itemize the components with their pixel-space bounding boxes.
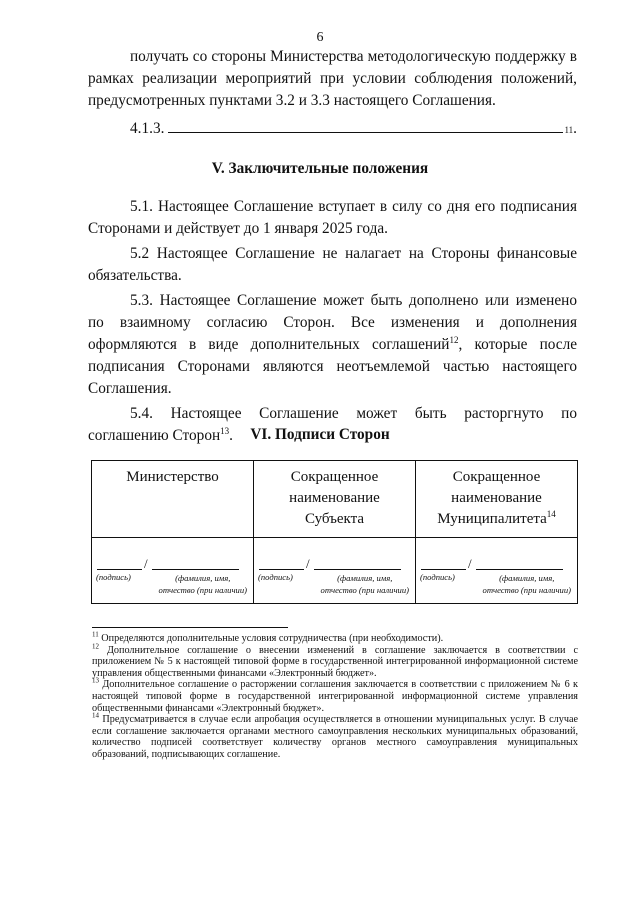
signature-blank <box>259 569 304 570</box>
section-6-title: VI. Подписи Сторон <box>250 426 390 443</box>
signature-caption: (подпись) <box>420 572 455 582</box>
footnote-13 <box>92 676 578 714</box>
header-subject <box>254 461 416 538</box>
signature-line <box>97 556 239 570</box>
footnote-separator <box>92 627 288 628</box>
footnote-14-text: Предусматривается в случае если апробация осуществляется в отношении муниципальных услуг. В случае если соглашение заключается органами местного самоуправления нескольких муниципальных образований, количество подписей соответствует количеству органов местного самоуправления муниципальных образований, подписывающих соглашение. <box>92 714 578 760</box>
signature-caption: (подпись) <box>258 572 293 582</box>
signatures-table <box>91 460 578 604</box>
name-caption-line1: (фамилия, имя, <box>175 573 231 583</box>
name-caption-line2: отчество (при наличии) <box>320 585 409 595</box>
clause-5-2: 5.2 Настоящее Соглашение не налагает на Стороны финансовые обязательства. <box>88 245 577 284</box>
footnote-11-number: 11 <box>92 630 99 639</box>
signature-blank <box>97 569 142 570</box>
item-4-1-3: 4.1.3. 11 . <box>130 117 577 140</box>
footnote-11 <box>92 630 578 645</box>
footnote-12 <box>92 642 578 680</box>
footnote-ref-14: 14 <box>546 509 556 519</box>
name-blank <box>152 569 239 570</box>
signature-slash: / <box>468 556 472 571</box>
name-caption-line1: (фамилия, имя, <box>499 573 555 583</box>
item-4-1-3-number: 4.1.3. <box>130 120 165 137</box>
clause-5-4-text-a: 5.4. Настоящее Соглашение может быть расторгнуто по соглашению Сторон <box>88 405 577 444</box>
signature-slash: / <box>306 556 310 571</box>
section-5-body <box>88 196 577 450</box>
item-4-1-3-period: . <box>573 120 577 137</box>
signature-caption: (подпись) <box>96 572 131 582</box>
footnote-13-text: Дополнительное соглашение о расторжении соглашения заключается в соответствии с приложением № 6 к настоящей типовой форме в государственной интегрированной информационной системе управления общественными финансами «Электронный бюджет». <box>92 679 578 714</box>
clause-5-1: 5.1. Настоящее Соглашение вступает в силу со дня его подписания Сторонами и действует до 1 января 2025 года. <box>88 198 577 237</box>
continuation-text: получать со стороны Министерства методологическую поддержку в рамках реализации мероприятий при условии соблюдения положений, предусмотренных пунктами 3.2 и 3.3 настоящего Соглашения. <box>88 48 577 109</box>
signature-line <box>421 556 563 570</box>
signature-blank <box>421 569 466 570</box>
signature-cell-subject <box>254 538 416 604</box>
name-caption <box>159 572 247 596</box>
header-municipality-line2: наименование <box>451 490 542 506</box>
footnote-13-number: 13 <box>92 676 99 685</box>
name-caption <box>483 572 571 596</box>
footnote-12-number: 12 <box>92 642 99 651</box>
name-caption-line2: отчество (при наличии) <box>482 585 571 595</box>
name-caption-line1: (фамилия, имя, <box>337 573 393 583</box>
header-subject-line2: наименование <box>289 490 380 506</box>
footnote-14 <box>92 711 578 760</box>
footnote-11-text: Определяются дополнительные условия сотрудничества (при необходимости). <box>98 633 444 644</box>
signature-line <box>259 556 401 570</box>
header-municipality-line3 <box>416 509 577 530</box>
name-blank <box>476 569 563 570</box>
page-number: 6 <box>316 30 324 45</box>
signature-cell-municipality <box>416 538 578 604</box>
footnote-12-text: Дополнительное соглашение о внесении изменений в соглашение заключается в соответствии с приложением № 5 к настоящей типовой форме в государственной интегрированной информационной системе управления общественными финансами «Электронный бюджет». <box>92 644 578 679</box>
footnote-ref-13: 13 <box>220 425 230 436</box>
footnote-14-number: 14 <box>92 711 99 720</box>
signature-cell-ministry <box>92 538 254 604</box>
header-ministry-label: Министерство <box>126 469 219 485</box>
continuation-paragraph <box>88 46 577 112</box>
signature-slash: / <box>144 556 148 571</box>
clause-5-4-text-b: . <box>229 427 233 444</box>
header-ministry <box>92 461 254 538</box>
footnotes <box>92 630 578 761</box>
header-subject-line1: Сокращенное <box>290 469 379 485</box>
blank-fill-line <box>168 117 562 133</box>
signatures-header-row <box>92 461 578 538</box>
header-subject-line3: Субъекта <box>304 511 365 527</box>
name-caption <box>321 572 409 596</box>
clause-5-3 <box>88 290 577 400</box>
signatures-sign-row <box>92 538 578 604</box>
section-5-title: V. Заключительные положения <box>211 160 429 177</box>
header-municipality-text: Муниципалитета <box>437 511 547 527</box>
header-municipality-line1: Сокращенное <box>452 469 541 485</box>
footnote-ref-12: 12 <box>449 334 459 345</box>
clause-5-3-text-b: , которые после подписания Сторонами являются неотъемлемой частью настоящего Соглашения. <box>88 336 577 397</box>
clause-5-3-text-a: 5.3. Настоящее Соглашение может быть дополнено или изменено по взаимному согласию Сторон. Все изменения и дополнения оформляются в виде дополнительных соглашений <box>88 292 577 353</box>
header-municipality <box>416 461 578 538</box>
name-caption-line2: отчество (при наличии) <box>158 585 247 595</box>
name-blank <box>314 569 401 570</box>
